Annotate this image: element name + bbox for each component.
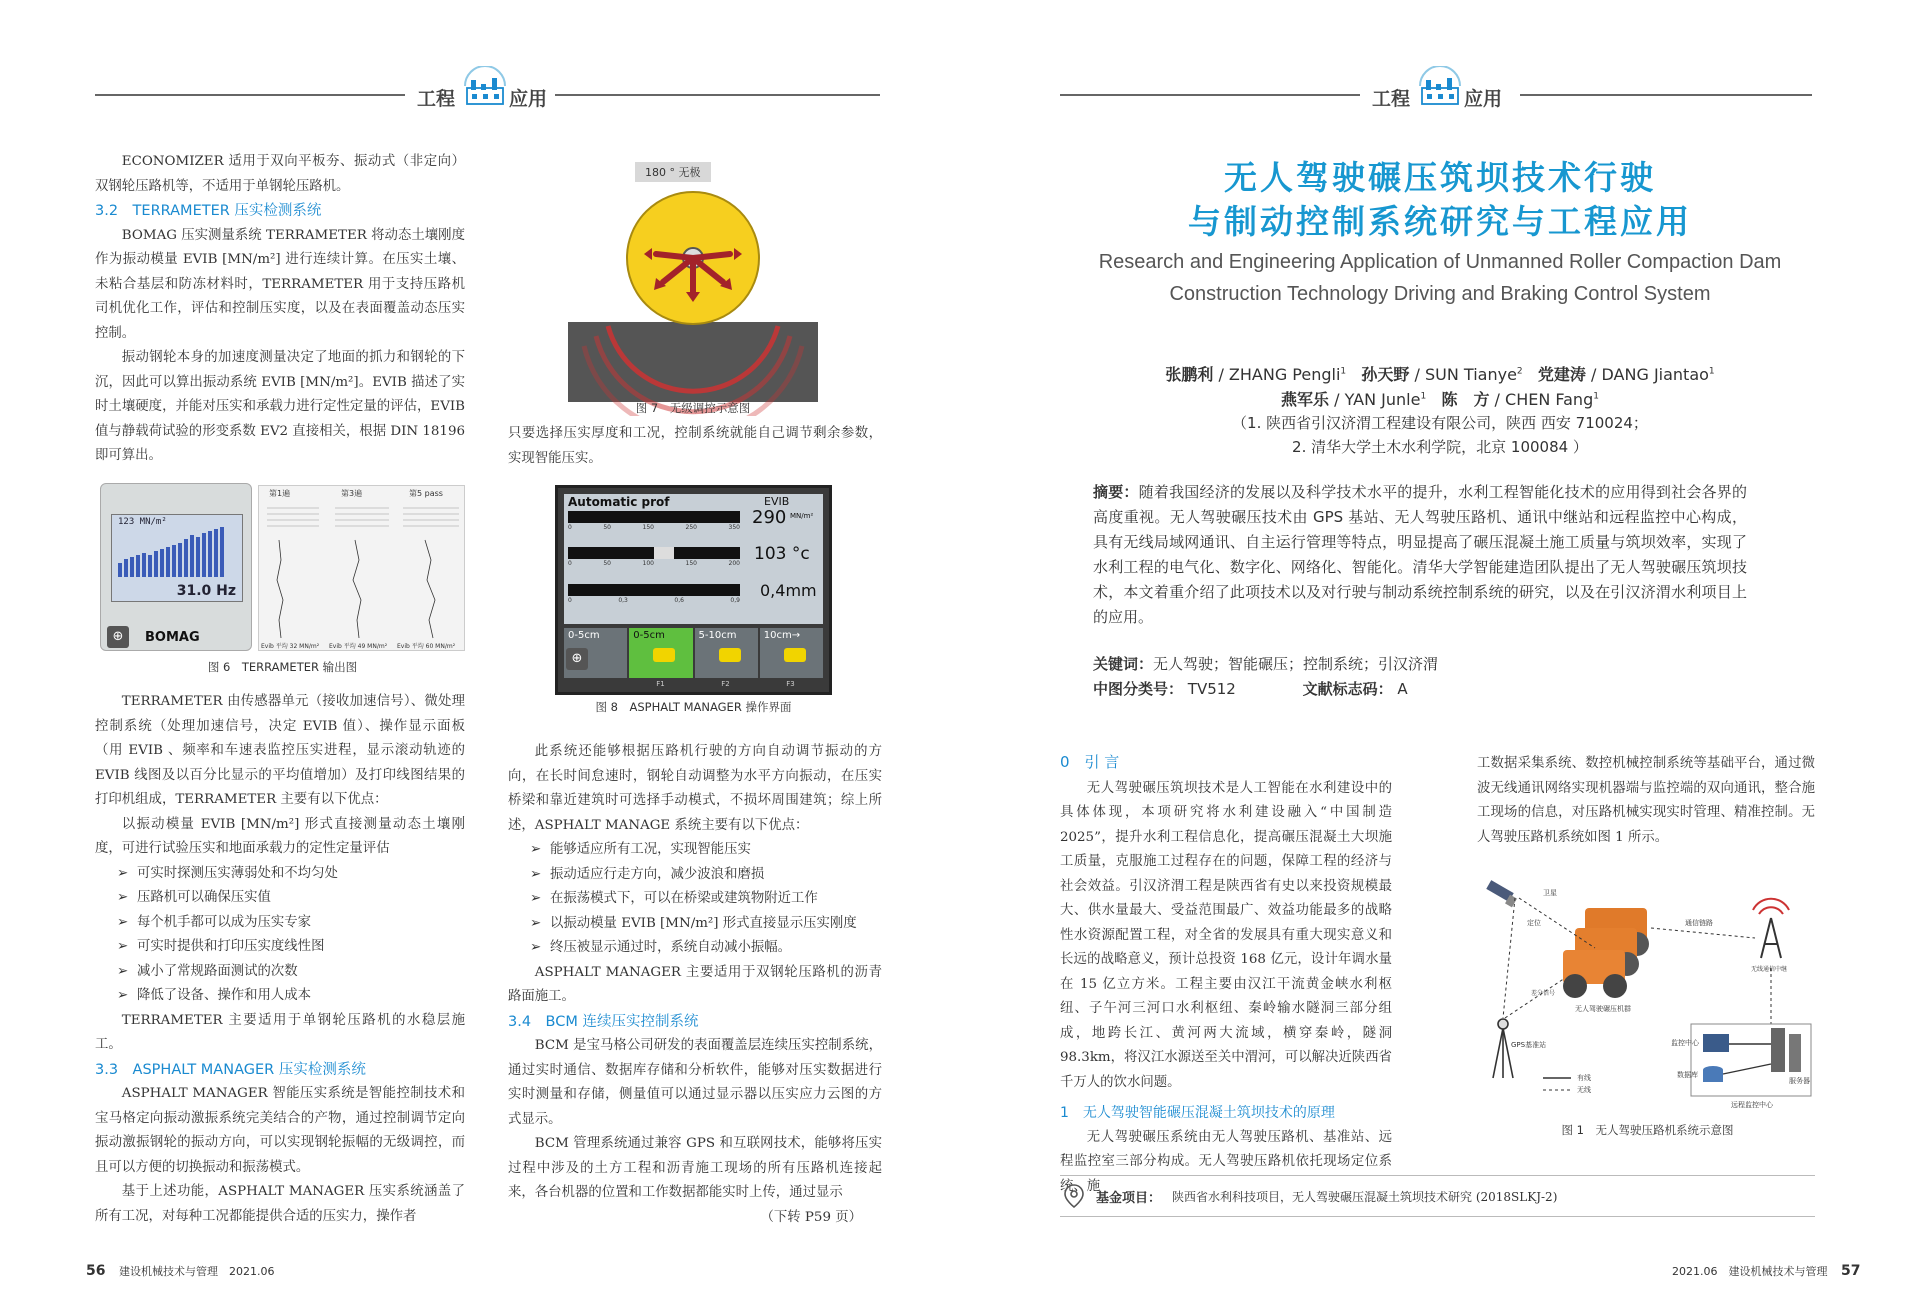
author-en: / YAN Junle bbox=[1334, 390, 1421, 409]
printout-pass-5: 第5 pass bbox=[409, 489, 443, 498]
figure-1 bbox=[1475, 878, 1820, 1140]
classification-label: 中图分类号： bbox=[1093, 680, 1184, 698]
function-key[interactable]: F3 bbox=[786, 680, 795, 688]
label-locate: 定位 bbox=[1527, 919, 1541, 927]
list-item: ➢ 压路机可以确保压实值 bbox=[95, 886, 465, 911]
right-footer bbox=[1672, 1263, 1860, 1279]
fund-label: 基金项目： bbox=[1096, 1191, 1162, 1206]
header-tag bbox=[1360, 78, 1520, 114]
mode-buttons bbox=[564, 628, 823, 678]
left-column-2b bbox=[508, 740, 882, 1230]
paragraph: 以振动模量 EVIB [MN/m²] 形式直接测量动态土壤刚度，可进行试验压实和地面承载力的定性定量评估 bbox=[95, 816, 465, 856]
figure-8 bbox=[555, 485, 832, 717]
paragraph: ASPHALT MANAGER 主要适用于双钢轮压路机的沥青路面施工。 bbox=[508, 964, 882, 1004]
affiliation-1: （1. 陕西省引汉济渭工程建设有限公司，陕西 西安 710024； bbox=[1232, 414, 1648, 432]
header-rule bbox=[1520, 94, 1812, 96]
abstract-text: 随着我国经济的发展以及科学技术水平的提升，水利工程智能化技术的应用得到社会各界的高度重视。无人驾驶碾压技术由 GPS 基站、无人驾驶压路机、通讯中继站和远程监控中心构成，具有无线局域网通讯、自主运行管理等特点，明显提高了碾压混凝土施工质量与筑坝效率，实现了水利工程的电气化、数字化、网络化、智能化。清华大学智能建造团队提出了无人驾驶碾压筑坝技术，本文着重介绍了此项技术以及对行驶与制动系统控制系统的研究，以及在引汉济渭水利项目上的应用。 bbox=[1093, 483, 1747, 626]
evib-label: EVIB bbox=[764, 495, 790, 508]
label-diff: 差分信号 bbox=[1531, 990, 1556, 997]
figure-8-caption: 图 8 ASPHALT MANAGER 操作界面 bbox=[595, 700, 792, 714]
printout-evib-3: Evib 平均 60 MN/m² bbox=[397, 643, 456, 650]
tick: 0,6 bbox=[674, 597, 684, 604]
journal-name: 建设机械技术与管理 2021.06 bbox=[118, 1265, 275, 1278]
figure-6 bbox=[100, 483, 465, 683]
list-item: ➢ 终压被显示通过时，系统自动减小振幅。 bbox=[508, 936, 882, 961]
author-sup: 2 bbox=[1516, 366, 1523, 377]
label-gps: GPS基准站 bbox=[1511, 1041, 1547, 1049]
factory-icon bbox=[1416, 66, 1464, 106]
doc-code-value: A bbox=[1397, 680, 1408, 698]
figure-7 bbox=[568, 158, 818, 420]
author-sup: 1 bbox=[1708, 366, 1715, 377]
paragraph: 无人驾驶碾压筑坝技术是人工智能在水利建设中的具体体现，本项研究将水利建设融入“中国制造 2025”，提升水利工程信息化，提高碾压混凝土大坝施工质量，克服施工过程存在的问题，保障工程的经济与社会效益。引汉济渭工程是陕西省有史以来投资规模最大、供水量最大、受益范围最广、效益功能最多的战略性水资源配置工程，对全省的发展具有重大现实意义和长远的战略意义，预计总投资 168 亿元，设计年调水量在 15 亿立方米。工程主要由汉江干流黄金峡水利枢纽、子午河三河口水利枢纽、秦岭输水隧洞三部分组成，地跨长江、黄河两大流域，横穿秦岭，隧洞 98.3km，将汉江水源送至关中渭河，可以解决近陕西省千万人的饮水问题。 bbox=[1060, 780, 1392, 1090]
tick: 100 bbox=[642, 560, 654, 567]
label-database: 数据库 bbox=[1677, 1071, 1698, 1079]
function-key[interactable]: F2 bbox=[721, 680, 730, 688]
label-wired: 有线 bbox=[1577, 1074, 1591, 1082]
label-remote: 远程监控中心 bbox=[1731, 1101, 1773, 1109]
doc-code-label: 文献标志码： bbox=[1302, 680, 1393, 698]
author-cn: 张鹏利 bbox=[1165, 365, 1214, 384]
bomag-logo: BOMAG bbox=[145, 630, 200, 645]
section-heading-1: 1 无人驾驶智能碾压混凝土筑坝技术的原理 bbox=[1060, 1105, 1335, 1121]
tick: 0,3 bbox=[618, 597, 628, 604]
author-en: / ZHANG Pengli bbox=[1218, 365, 1341, 384]
paragraph: BOMAG 压实测量系统 TERRAMETER 将动态土壤刚度作为振动模量 EVIB [MN/m²] 进行连续计算。在压实土壤、未粘合基层和防冻材料时，TERRAMETER 用于支持压路机司机优化工作，评估和控制压实度，以及在表面覆盖动态压实控制。 bbox=[95, 227, 465, 341]
gps-station-icon bbox=[1493, 1019, 1513, 1078]
function-keys bbox=[628, 680, 823, 688]
database-icon bbox=[1703, 1066, 1723, 1082]
tick: 0 bbox=[568, 597, 572, 604]
list-item: ➢ 可实时探测压实薄弱处和不均匀处 bbox=[95, 862, 465, 887]
temp-bar bbox=[568, 547, 740, 559]
screen-display bbox=[564, 494, 823, 624]
author-en: / DANG Jiantao bbox=[1591, 365, 1709, 384]
keywords-label: 关键词： bbox=[1093, 655, 1154, 673]
paragraph: TERRAMETER 由传感器单元（接收加速信号）、微处理控制系统（处理加速信号，决定 EVIB 值）、操作显示面板（用 EVIB 、频率和车速表监控压实进程，显示滚动轨迹的 EVIB 线图及以百分比显示的平均值增加）及打印线图结果的打印机组成，TERRAMETER 主要有以下优点： bbox=[95, 694, 465, 807]
author-en: / SUN Tianye bbox=[1414, 365, 1517, 384]
evib-ticks bbox=[568, 524, 740, 531]
label-satellite: 卫星 bbox=[1543, 889, 1557, 897]
page-number: 56 bbox=[86, 1263, 106, 1279]
zoom-icon[interactable]: ⊕ bbox=[566, 648, 588, 670]
list-item: ➢ 降低了设备、操作和用人成本 bbox=[95, 984, 465, 1009]
evib-unit: MN/m² bbox=[790, 512, 814, 520]
amplitude-value: 0,4mm bbox=[760, 581, 817, 600]
paragraph: 振动钢轮本身的加速度测量决定了地面的抓力和钢轮的下沉，因此可以算出振动系统 EVIB [MN/m²]。EVIB 描述了实时土壤硬度，并能对压实和承载力进行定性定量的评估，EVIB 值与静载荷试验的形变系数 EV2 直接相关，根据 DIN 18196 即可算出。 bbox=[95, 350, 465, 463]
mode-button-active[interactable] bbox=[629, 628, 692, 678]
left-header bbox=[0, 78, 960, 114]
label-comm-link: 通信链路 bbox=[1685, 919, 1713, 927]
temperature-value: 103 °c bbox=[754, 544, 810, 564]
amplitude-ticks bbox=[568, 597, 740, 604]
section-heading-0: 0 引 言 bbox=[1060, 753, 1120, 771]
author-cn: 党建涛 bbox=[1537, 365, 1586, 384]
left-column-1b bbox=[95, 690, 465, 1229]
classification bbox=[1093, 678, 1408, 699]
mode-label: 10cm→ bbox=[763, 630, 801, 641]
mode-label: 5-10cm bbox=[698, 630, 737, 641]
roller-icon bbox=[784, 648, 806, 662]
header-rule bbox=[555, 94, 880, 96]
list-item: ➢ 每个机手都可以成为压实专家 bbox=[95, 911, 465, 936]
label-relay: 无线通信中继 bbox=[1751, 966, 1788, 973]
title-cn-line-1: 无人驾驶碾压筑坝技术行驶 bbox=[1224, 158, 1656, 197]
title-en-line-2: Construction Technology Driving and Braking Control System bbox=[1169, 283, 1711, 305]
keywords-text: 无人驾驶；智能碾压；控制系统；引汉济渭 bbox=[1153, 655, 1439, 673]
header-word-2: 应用 bbox=[509, 88, 548, 110]
advantages-list bbox=[95, 862, 465, 1009]
printout-pass-3: 第3遍 bbox=[341, 489, 363, 498]
paragraph: 工数据采集系统、数控机械控制系统等基础平台，通过微波无线通讯网络实现机器端与监控端的双向通讯，整合施工现场的信息，对压路机械实现实时管理、精准控制。无人驾驶压路机系统如图 1 所示。 bbox=[1477, 756, 1815, 845]
roller-icon bbox=[653, 648, 675, 662]
paragraph: BCM 是宝马格公司研发的表面覆盖层连续压实控制系统，通过实时通信、数据库存储和分析软件，能够对压实数据进行实时测量和存储，侧量值可以通过显示器以压实应力云图的方式显示。 bbox=[508, 1038, 882, 1127]
amplitude-bar bbox=[568, 584, 740, 596]
server-icon bbox=[1771, 1028, 1801, 1072]
paragraph: 只要选择压实厚度和工况，控制系统就能自己调节剩余参数，实现智能压实。 bbox=[508, 426, 882, 466]
left-footer bbox=[86, 1263, 274, 1279]
section-heading-3-2: 3.2 TERRAMETER 压实检测系统 bbox=[95, 203, 322, 219]
function-key[interactable]: F1 bbox=[656, 680, 665, 688]
author-cn: 陈 方 bbox=[1441, 390, 1490, 409]
mode-button[interactable] bbox=[695, 628, 758, 678]
tick: 200 bbox=[728, 560, 740, 567]
paragraph: 基于上述功能，ASPHALT MANAGER 压实系统涵盖了所有工况，对每种工况都能提供合适的压实力，操作者 bbox=[95, 1184, 465, 1224]
tick: 250 bbox=[685, 524, 697, 531]
section-heading-3-4: 3.4 BCM 连续压实控制系统 bbox=[508, 1013, 699, 1030]
header-word-1: 工程 bbox=[1372, 88, 1411, 110]
terrameter-device bbox=[100, 483, 252, 651]
terrameter-printouts bbox=[258, 485, 465, 651]
tick: 50 bbox=[603, 560, 611, 567]
evib-bar bbox=[568, 511, 740, 523]
title-en-line-1: Research and Engineering Application of Unmanned Roller Compaction Dam bbox=[1098, 251, 1782, 273]
keywords bbox=[1093, 653, 1438, 674]
tick: 0 bbox=[568, 524, 572, 531]
list-item: ➢ 可实时提供和打印压实度线性图 bbox=[95, 935, 465, 960]
abstract bbox=[1093, 480, 1747, 630]
authors-line-2 bbox=[960, 387, 1920, 410]
figure-6-caption: 图 6 TERRAMETER 输出图 bbox=[207, 660, 358, 674]
stepless-control-diagram bbox=[568, 186, 818, 416]
list-item: ➢ 以振动模量 EVIB [MN/m²] 形式直接显示压实刚度 bbox=[508, 912, 882, 937]
tick: 350 bbox=[728, 524, 740, 531]
advantages-list bbox=[508, 838, 882, 961]
affiliation-2: 2. 清华大学土木水利学院，北京 100084 ） bbox=[1292, 438, 1588, 456]
screen-title: Automatic prof bbox=[568, 495, 670, 509]
paragraph: ASPHALT MANAGER 智能压实系统是智能控制技术和宝马格定向振动激振系统完美结合的产物，通过控制调节定向振动激振钢轮的振动方向，可以实现钢轮振幅的无级调控，而且可以方便的切换振动和振荡模式。 bbox=[95, 1086, 465, 1175]
fund-text: 陕西省水利科技项目，无人驾驶碾压混凝土筑坝技术研究 (2018SLKJ-2) bbox=[1172, 1190, 1558, 1204]
tick: 150 bbox=[685, 560, 697, 567]
asphalt-manager-screen bbox=[555, 485, 832, 695]
header-word-2: 应用 bbox=[1464, 88, 1503, 110]
right-column-1 bbox=[1060, 750, 1392, 1199]
paragraph: ECONOMIZER 适用于双向平板夯、振动式（非定向）双钢轮压路机等，不适用于单钢轮压路机。 bbox=[95, 154, 465, 194]
right-header bbox=[960, 78, 1920, 114]
title-cn-line-2: 与制动控制系统研究与工程应用 bbox=[1188, 202, 1692, 241]
author-sup: 1 bbox=[1340, 366, 1347, 377]
author-en: / CHEN Fang bbox=[1494, 390, 1594, 409]
printout-pass-1: 第1遍 bbox=[269, 489, 291, 498]
page-number: 57 bbox=[1841, 1263, 1861, 1279]
printout-evib-2: Evib 平均 49 MN/m² bbox=[329, 643, 388, 650]
roller-icon bbox=[719, 648, 741, 662]
left-column-1 bbox=[95, 150, 465, 469]
roller-icon bbox=[1563, 908, 1649, 998]
author-sup: 1 bbox=[1593, 391, 1599, 402]
tick: 0 bbox=[568, 560, 572, 567]
header-tag bbox=[405, 78, 565, 114]
figure-7-caption: 图 7 无级调控示意图 bbox=[635, 401, 751, 415]
list-item: ➢ 振动适应行走方向，减少波浪和磨损 bbox=[508, 863, 882, 888]
unmanned-roller-system-diagram bbox=[1475, 878, 1820, 1114]
author-sup: 1 bbox=[1420, 391, 1427, 402]
terrameter-value: 123 MN/m² bbox=[118, 517, 167, 527]
header-rule bbox=[1060, 94, 1360, 96]
continued-note: （下转 P59 页） bbox=[760, 1209, 862, 1225]
author-cn: 孙天野 bbox=[1361, 365, 1410, 384]
printout-evib-1: Evib 平均 32 MN/m² bbox=[261, 643, 320, 650]
list-item: ➢ 在振荡模式下，可以在桥梁或建筑物附近工作 bbox=[508, 887, 882, 912]
temp-ticks bbox=[568, 560, 740, 567]
factory-icon bbox=[461, 66, 509, 106]
tick: 150 bbox=[642, 524, 654, 531]
zoom-icon[interactable]: ⊕ bbox=[107, 626, 129, 648]
paragraph: 无人驾驶碾压系统由无人驾驶压路机、基准站、远程监控室三部分构成。无人驾驶压路机依托现场定位系统、施 bbox=[1060, 1129, 1392, 1194]
label-wireless: 无线 bbox=[1577, 1086, 1591, 1094]
paragraph: 此系统还能够根据压路机行驶的方向自动调节振动的方向，在长时间怠速时，钢轮自动调整为水平方向振动，在压实桥梁和靠近建筑时可选择手动模式，不损坏周围建筑；综上所述，ASPHALT MANAGE 系统主要有以下优点： bbox=[508, 744, 882, 833]
label-fleet: 无人驾驶碾压机群 bbox=[1575, 1005, 1631, 1013]
fig7-label: 180 ° 无极 bbox=[635, 162, 711, 182]
author-cn: 燕军乐 bbox=[1281, 390, 1330, 409]
list-item: ➢ 能够适应所有工况，实现智能压实 bbox=[508, 838, 882, 863]
relay-tower-icon bbox=[1753, 899, 1789, 958]
classification-value: TV512 bbox=[1187, 680, 1236, 698]
list-item: ➢ 减小了常规路面测试的次数 bbox=[95, 960, 465, 985]
terrameter-frequency: 31.0 Hz bbox=[176, 583, 236, 599]
header-word-1: 工程 bbox=[417, 88, 456, 110]
journal-name: 2021.06 建设机械技术与管理 bbox=[1672, 1265, 1828, 1278]
right-page bbox=[960, 0, 1920, 1303]
location-pin-icon bbox=[1064, 1184, 1084, 1208]
tick: 0,9 bbox=[730, 597, 740, 604]
printout-graphs bbox=[259, 500, 466, 650]
section-heading-3-3: 3.3 ASPHALT MANAGER 压实检测系统 bbox=[95, 1061, 366, 1078]
satellite-icon bbox=[1486, 880, 1517, 907]
fund-box bbox=[1060, 1175, 1815, 1217]
left-column-2a bbox=[508, 422, 882, 471]
mode-label: 0-5cm bbox=[633, 630, 665, 641]
authors-line-1 bbox=[960, 362, 1920, 385]
right-column-2 bbox=[1477, 752, 1815, 850]
figure-1-caption: 图 1 无人驾驶压路机系统示意图 bbox=[1561, 1123, 1734, 1137]
evib-value: 290 bbox=[752, 507, 787, 528]
mode-label: 0-5cm bbox=[568, 630, 600, 641]
abstract-label: 摘要： bbox=[1093, 483, 1139, 501]
mode-button[interactable] bbox=[760, 628, 823, 678]
terrameter-screen bbox=[111, 514, 243, 602]
monitor-center-icon bbox=[1703, 1034, 1729, 1052]
label-monitor: 监控中心 bbox=[1671, 1039, 1699, 1047]
paragraph: BCM 管理系统通过兼容 GPS 和互联网技术，能够将压实过程中涉及的土方工程和沥青施工现场的所有压路机连接起来，各台机器的位置和工作数据都能实时上传，通过显示 bbox=[508, 1136, 882, 1200]
tick: 50 bbox=[603, 524, 611, 531]
paragraph: TERRAMETER 主要适用于单钢轮压路机的水稳层施工。 bbox=[95, 1012, 465, 1052]
header-rule bbox=[95, 94, 405, 96]
label-server: 服务器 bbox=[1789, 1077, 1810, 1085]
